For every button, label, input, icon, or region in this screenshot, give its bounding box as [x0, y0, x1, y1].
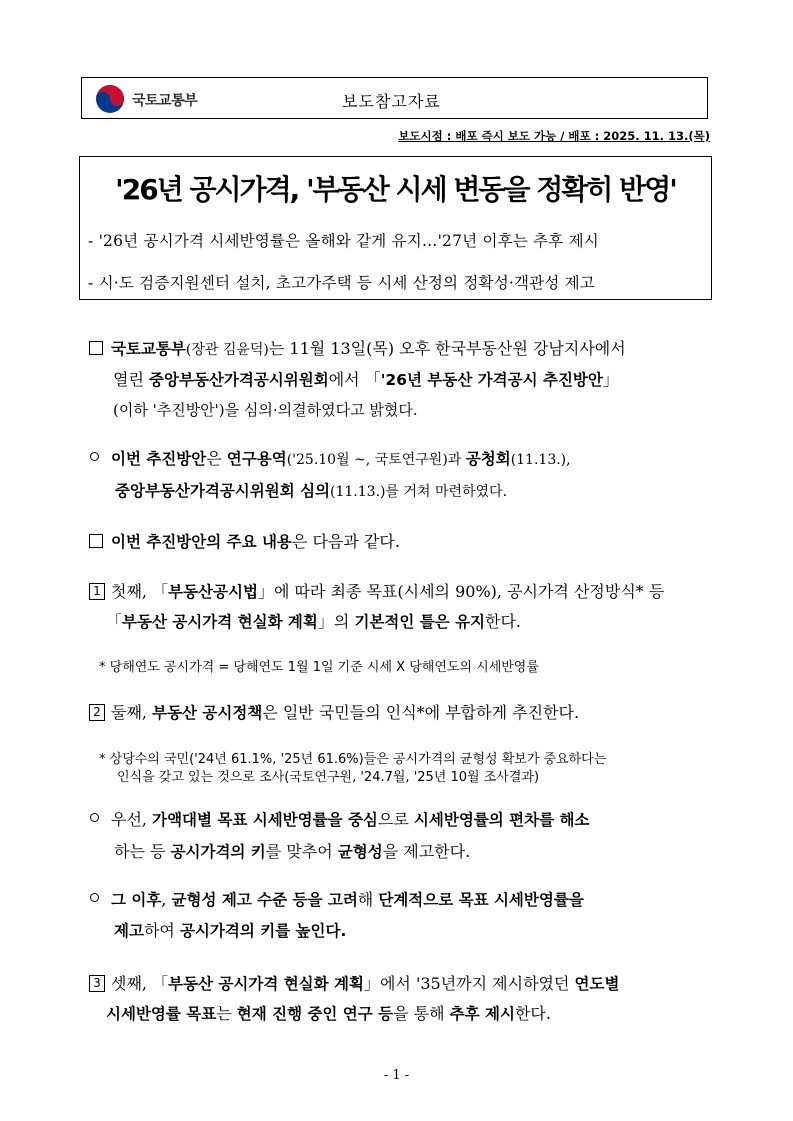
circle-bullet-icon [90, 452, 99, 461]
text: 을 통해 [393, 1004, 450, 1023]
item-2-footnote-line-1: * 상당수의 국민('24년 61.1%, '25년 61.6%)들은 공시가격의 균형성 확보가 중요하다는 [99, 752, 607, 767]
text: 은 일반 국민들의 인식*에 부합하게 추진한다. [262, 703, 580, 722]
bold-text: 중앙부동산가격공시위원회 심의 [115, 482, 331, 500]
text: 」의 [317, 612, 355, 631]
bold-text: 부동산 공시가격 현실화 계획 [168, 975, 364, 993]
document-type: 보도참고자료 [342, 92, 441, 111]
bold-text: 시세반영률 목표 [106, 1005, 217, 1023]
text: 한다. [485, 612, 522, 631]
bold-text: 가액대별 목표 시세반영률을 중심 [152, 811, 378, 829]
text: ('25.10월 ~, 국토연구원)과 [286, 452, 466, 468]
bold-text: 국토교통부 [111, 340, 186, 358]
bold-text: 추후 제시 [449, 1005, 515, 1023]
item-2-sub-1-line-1 [90, 808, 589, 832]
text: 하는 등 [114, 842, 171, 861]
text: 둘째, [111, 703, 153, 722]
bold-text: 균형성 [337, 843, 383, 861]
item-2-sub-2-line-2 [114, 919, 346, 943]
bold-text: 공시가격의 키 [170, 843, 266, 861]
circle-bullet-icon [90, 813, 99, 822]
bold-text: 제고 [114, 922, 144, 940]
page-number: - 1 - [383, 1068, 410, 1083]
item-1-footnote: * 당해연도 공시가격 = 당해연도 1월 1일 기준 시세 X 당해연도의 시세반영률 [99, 660, 539, 675]
item-1-line-2 [106, 610, 521, 634]
bold-text: 공시가격의 키를 높인다. [179, 922, 347, 940]
bold-text: 부동산 공시가격 현실화 계획 [122, 613, 318, 631]
paragraph-1-line-2 [113, 368, 619, 392]
ministry-name: 국토교통부 [132, 93, 198, 109]
text: 은 다음과 같다. [291, 532, 400, 551]
bold-text: 중앙부동산가격공시위원회 [149, 371, 329, 389]
text: 을 제고한다. [382, 842, 471, 861]
subtitle-2: - 시·도 검증지원센터 설치, 초고가주택 등 시세 산정의 정확성·객관성 제고 [88, 274, 595, 292]
bold-text: 연도별 [574, 975, 620, 993]
paragraph-1-line-3: (이하 '추진방안')을 심의·의결하였다고 밝혔다. [113, 401, 418, 419]
item-3-line-1 [89, 972, 619, 996]
text: 「 [106, 612, 123, 631]
text: 셋째, 「 [111, 974, 169, 993]
release-info: 보도시점 : 배포 즉시 보도 가능 / 배포 : 2025. 11. 13.(목) [398, 129, 710, 143]
bold-text: '26년 부동산 가격공시 추진방안 [380, 371, 603, 389]
bold-text: 공청회 [465, 450, 511, 468]
text: 는 11월 13일(목) 오후 한국부동산원 강남지사에서 [268, 339, 626, 358]
bold-text: 연구용역 [226, 450, 287, 468]
text: 」에 따라 최종 목표(시세의 90%), 공시가격 산정방식* 등 [257, 582, 665, 601]
item-2-sub-1-line-2 [114, 840, 470, 864]
item-2-sub-2-line-1 [90, 888, 584, 912]
text: 하여 [143, 921, 180, 940]
paragraph-2-line-1 [90, 447, 571, 472]
circle-bullet-icon [90, 893, 99, 902]
item-number-box: 1 [89, 583, 105, 600]
item-number-box: 3 [89, 975, 105, 992]
item-1-line-1 [89, 580, 664, 604]
text: 열린 [113, 370, 149, 389]
square-bullet-icon [89, 341, 103, 355]
item-2-line-1 [89, 701, 579, 725]
text: 를 맞추어 [265, 842, 338, 861]
bold-text: 시세반영률의 편차를 해소 [413, 811, 590, 829]
bold-text: 이번 추진방안의 주요 내용 [111, 533, 292, 551]
bold-text: 현재 진행 중인 연구 등 [236, 1005, 394, 1023]
paragraph-3 [89, 530, 400, 554]
text: 우선, [111, 810, 153, 829]
text: 」에서 '35년까지 제시하였던 [363, 974, 575, 993]
text: 」 [602, 370, 619, 389]
item-number-box: 2 [89, 704, 105, 721]
text: 해 [357, 890, 379, 909]
text: (11.13.), [510, 452, 571, 468]
paragraph-2-line-2 [115, 479, 507, 504]
page-title: '26년 공시가격, '부동산 시세 변동을 정확히 반영' [115, 173, 676, 206]
subtitle-1: - '26년 공시가격 시세반영률은 올해와 같게 유지…'27년 이후는 추후 제시 [88, 232, 599, 250]
text: (11.13.)를 거쳐 마련하였다. [330, 484, 508, 500]
text: 으로 [377, 810, 414, 829]
text: (장관 김윤덕) [185, 342, 269, 358]
text: 은 [206, 449, 227, 468]
text: 에서 「 [328, 370, 381, 389]
paragraph-1-line-1 [89, 337, 626, 362]
bold-text: 이번 추진방안 [111, 450, 207, 468]
square-bullet-icon [89, 534, 103, 548]
item-2-footnote-line-2: 인식을 갖고 있는 것으로 조사(국토연구원, '24.7월, '25년 10월 조사결과) [117, 770, 540, 785]
item-3-line-2 [106, 1002, 551, 1026]
bold-text: 기본적인 틀은 유지 [354, 613, 486, 631]
bold-text: 부동산공시법 [168, 583, 258, 601]
bold-text: 그 이후 [111, 891, 162, 909]
government-logo-icon [95, 84, 125, 114]
text: 는 [216, 1004, 237, 1023]
bold-text: 단계적으로 목표 시세반영률을 [378, 891, 584, 909]
bold-text: 부동산 공시정책 [152, 704, 263, 722]
text: 첫째, 「 [111, 582, 169, 601]
bold-text: 균형성 제고 수준 등을 고려 [171, 891, 358, 909]
text: , [161, 890, 172, 909]
text: 한다. [514, 1004, 551, 1023]
